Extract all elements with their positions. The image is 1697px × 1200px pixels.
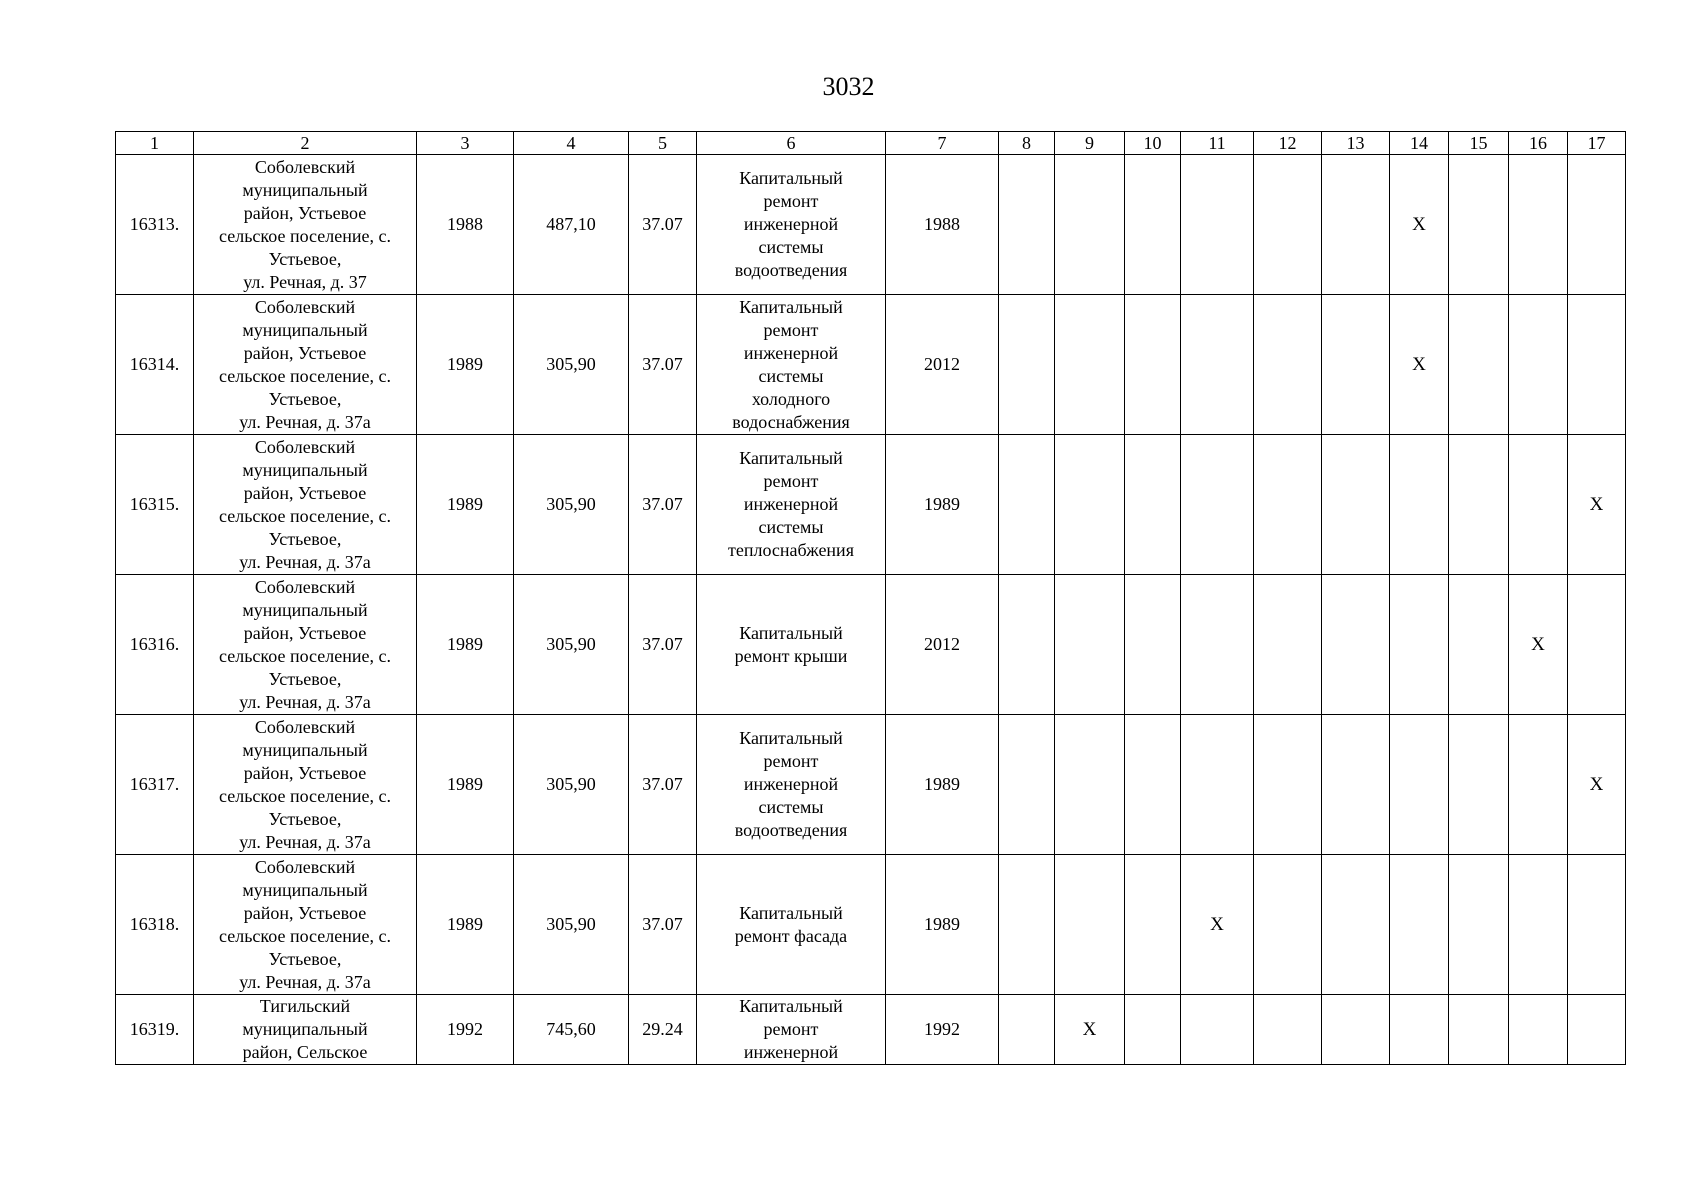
mark-cell bbox=[1125, 155, 1181, 295]
column-number: 1 bbox=[116, 132, 194, 155]
mark-cell: X bbox=[1568, 435, 1626, 575]
mark-cell bbox=[1322, 995, 1390, 1065]
year-work-cell: 1989 bbox=[886, 855, 999, 995]
column-number: 7 bbox=[886, 132, 999, 155]
mark-cell: X bbox=[1390, 295, 1449, 435]
mark-cell bbox=[1125, 855, 1181, 995]
mark-cell bbox=[1390, 715, 1449, 855]
mark-cell bbox=[1254, 715, 1322, 855]
mark-cell bbox=[1055, 155, 1125, 295]
mark-cell bbox=[1449, 575, 1509, 715]
mark-cell bbox=[999, 855, 1055, 995]
mark-cell bbox=[1390, 855, 1449, 995]
year-work-cell: 2012 bbox=[886, 295, 999, 435]
column-number: 16 bbox=[1509, 132, 1568, 155]
address-cell: Соболевский муниципальный район, Устьевое сельское поселение, с. Устьевое, ул. Речная, д. 37а bbox=[194, 295, 417, 435]
mark-cell bbox=[1509, 435, 1568, 575]
column-number: 10 bbox=[1125, 132, 1181, 155]
mark-cell bbox=[1322, 855, 1390, 995]
mark-cell bbox=[1055, 295, 1125, 435]
address-cell: Соболевский муниципальный район, Устьевое сельское поселение, с. Устьевое, ул. Речная, д. 37а bbox=[194, 715, 417, 855]
code-cell: 37.07 bbox=[629, 575, 697, 715]
mark-cell bbox=[1449, 155, 1509, 295]
mark-cell bbox=[1390, 435, 1449, 575]
mark-cell bbox=[1181, 715, 1254, 855]
mark-cell bbox=[1449, 715, 1509, 855]
work-type-cell: Капитальный ремонт инженерной системы водоотведения bbox=[697, 155, 886, 295]
mark-cell bbox=[1322, 295, 1390, 435]
column-number: 9 bbox=[1055, 132, 1125, 155]
mark-cell: X bbox=[1181, 855, 1254, 995]
table-row bbox=[116, 295, 1626, 435]
column-number: 15 bbox=[1449, 132, 1509, 155]
work-type-cell: Капитальный ремонт инженерной системы теплоснабжения bbox=[697, 435, 886, 575]
column-number: 6 bbox=[697, 132, 886, 155]
mark-cell bbox=[1509, 295, 1568, 435]
address-cell: Тигильский муниципальный район, Сельское bbox=[194, 995, 417, 1065]
mark-cell bbox=[1449, 995, 1509, 1065]
mark-cell bbox=[1181, 575, 1254, 715]
row-number: 16316. bbox=[116, 575, 194, 715]
table-row bbox=[116, 715, 1626, 855]
mark-cell bbox=[1568, 295, 1626, 435]
mark-cell bbox=[1568, 995, 1626, 1065]
mark-cell bbox=[999, 715, 1055, 855]
column-number: 4 bbox=[514, 132, 629, 155]
buildings-repair-table bbox=[115, 131, 1626, 1065]
mark-cell bbox=[999, 995, 1055, 1065]
year-work-cell: 1988 bbox=[886, 155, 999, 295]
mark-cell bbox=[1449, 855, 1509, 995]
column-number: 13 bbox=[1322, 132, 1390, 155]
table-row bbox=[116, 575, 1626, 715]
column-number: 11 bbox=[1181, 132, 1254, 155]
year-built-cell: 1989 bbox=[417, 575, 514, 715]
address-cell: Соболевский муниципальный район, Устьевое сельское поселение, с. Устьевое, ул. Речная, д. 37 bbox=[194, 155, 417, 295]
mark-cell bbox=[1568, 155, 1626, 295]
mark-cell bbox=[1125, 295, 1181, 435]
column-number: 17 bbox=[1568, 132, 1626, 155]
year-work-cell: 1989 bbox=[886, 715, 999, 855]
mark-cell bbox=[1125, 715, 1181, 855]
work-type-cell: Капитальный ремонт инженерной bbox=[697, 995, 886, 1065]
year-work-cell: 2012 bbox=[886, 575, 999, 715]
mark-cell bbox=[1181, 155, 1254, 295]
mark-cell bbox=[999, 155, 1055, 295]
work-type-cell: Капитальный ремонт фасада bbox=[697, 855, 886, 995]
row-number: 16317. bbox=[116, 715, 194, 855]
table-row bbox=[116, 995, 1626, 1065]
column-number: 3 bbox=[417, 132, 514, 155]
column-number-row bbox=[116, 132, 1626, 155]
address-cell: Соболевский муниципальный район, Устьевое сельское поселение, с. Устьевое, ул. Речная, д. 37а bbox=[194, 855, 417, 995]
work-type-cell: Капитальный ремонт инженерной системы холодного водоснабжения bbox=[697, 295, 886, 435]
address-cell: Соболевский муниципальный район, Устьевое сельское поселение, с. Устьевое, ул. Речная, д. 37а bbox=[194, 435, 417, 575]
code-cell: 29.24 bbox=[629, 995, 697, 1065]
area-cell: 305,90 bbox=[514, 435, 629, 575]
year-built-cell: 1988 bbox=[417, 155, 514, 295]
mark-cell bbox=[1055, 715, 1125, 855]
mark-cell: X bbox=[1509, 575, 1568, 715]
table-row bbox=[116, 435, 1626, 575]
area-cell: 487,10 bbox=[514, 155, 629, 295]
row-number: 16319. bbox=[116, 995, 194, 1065]
mark-cell bbox=[1254, 855, 1322, 995]
mark-cell bbox=[1055, 855, 1125, 995]
page-number: 3032 bbox=[822, 72, 875, 101]
mark-cell bbox=[1254, 295, 1322, 435]
mark-cell bbox=[1125, 435, 1181, 575]
row-number: 16314. bbox=[116, 295, 194, 435]
area-cell: 305,90 bbox=[514, 295, 629, 435]
mark-cell bbox=[999, 575, 1055, 715]
year-built-cell: 1989 bbox=[417, 295, 514, 435]
code-cell: 37.07 bbox=[629, 435, 697, 575]
mark-cell bbox=[1509, 855, 1568, 995]
mark-cell bbox=[1254, 435, 1322, 575]
table-row bbox=[116, 155, 1626, 295]
column-number: 14 bbox=[1390, 132, 1449, 155]
mark-cell bbox=[1322, 575, 1390, 715]
mark-cell bbox=[1125, 995, 1181, 1065]
mark-cell bbox=[1254, 995, 1322, 1065]
work-type-cell: Капитальный ремонт крыши bbox=[697, 575, 886, 715]
work-type-cell: Капитальный ремонт инженерной системы водоотведения bbox=[697, 715, 886, 855]
year-work-cell: 1992 bbox=[886, 995, 999, 1065]
code-cell: 37.07 bbox=[629, 155, 697, 295]
row-number: 16318. bbox=[116, 855, 194, 995]
mark-cell bbox=[999, 435, 1055, 575]
column-number: 12 bbox=[1254, 132, 1322, 155]
code-cell: 37.07 bbox=[629, 855, 697, 995]
mark-cell: X bbox=[1390, 155, 1449, 295]
year-built-cell: 1989 bbox=[417, 715, 514, 855]
column-number: 5 bbox=[629, 132, 697, 155]
mark-cell bbox=[1181, 995, 1254, 1065]
mark-cell bbox=[1390, 575, 1449, 715]
mark-cell bbox=[1322, 715, 1390, 855]
mark-cell bbox=[1449, 295, 1509, 435]
year-built-cell: 1989 bbox=[417, 855, 514, 995]
area-cell: 305,90 bbox=[514, 575, 629, 715]
area-cell: 745,60 bbox=[514, 995, 629, 1065]
mark-cell bbox=[1568, 575, 1626, 715]
table-row bbox=[116, 855, 1626, 995]
mark-cell bbox=[1181, 435, 1254, 575]
code-cell: 37.07 bbox=[629, 295, 697, 435]
mark-cell bbox=[1181, 295, 1254, 435]
year-built-cell: 1989 bbox=[417, 435, 514, 575]
address-cell: Соболевский муниципальный район, Устьевое сельское поселение, с. Устьевое, ул. Речная, д. 37а bbox=[194, 575, 417, 715]
mark-cell: X bbox=[1568, 715, 1626, 855]
mark-cell bbox=[999, 295, 1055, 435]
mark-cell bbox=[1322, 155, 1390, 295]
mark-cell bbox=[1055, 435, 1125, 575]
mark-cell bbox=[1509, 995, 1568, 1065]
column-number: 2 bbox=[194, 132, 417, 155]
area-cell: 305,90 bbox=[514, 855, 629, 995]
mark-cell bbox=[1055, 575, 1125, 715]
area-cell: 305,90 bbox=[514, 715, 629, 855]
mark-cell bbox=[1254, 155, 1322, 295]
column-number: 8 bbox=[999, 132, 1055, 155]
code-cell: 37.07 bbox=[629, 715, 697, 855]
year-work-cell: 1989 bbox=[886, 435, 999, 575]
mark-cell bbox=[1509, 155, 1568, 295]
mark-cell: X bbox=[1055, 995, 1125, 1065]
mark-cell bbox=[1449, 435, 1509, 575]
row-number: 16313. bbox=[116, 155, 194, 295]
row-number: 16315. bbox=[116, 435, 194, 575]
mark-cell bbox=[1254, 575, 1322, 715]
mark-cell bbox=[1125, 575, 1181, 715]
mark-cell bbox=[1322, 435, 1390, 575]
year-built-cell: 1992 bbox=[417, 995, 514, 1065]
mark-cell bbox=[1390, 995, 1449, 1065]
mark-cell bbox=[1568, 855, 1626, 995]
mark-cell bbox=[1509, 715, 1568, 855]
